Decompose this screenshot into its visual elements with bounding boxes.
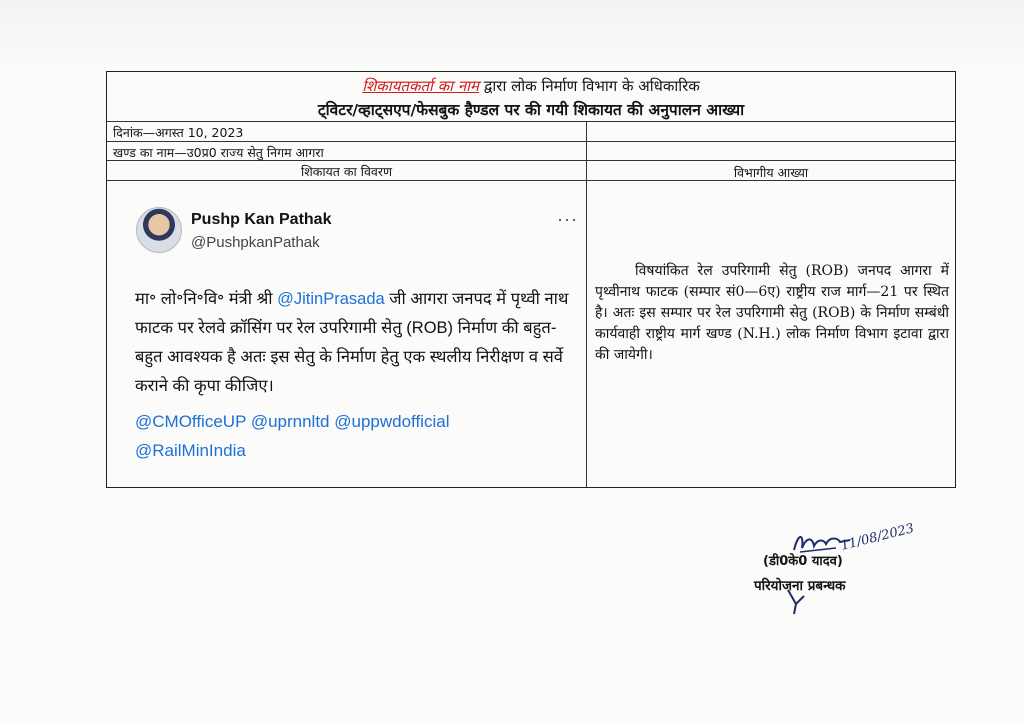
department-reply-heading: विभागीय आख्या [733,165,809,180]
tweet-text-part-2: जी आगरा जनपद में पृथ्वी नाथ फाटक पर रेलवे क्रॉसिंग पर रेल उपरिगामी सेतु (ROB) निर्माण की बहुत-बहुत आवश्यक है अतः इस सेतु के निर्माण हेतु एक स्थलीय निरीक्षण व सर्वे कराने की कृपा कीजिए। [135,290,569,395]
table-header-row [107,72,955,122]
reply-text: विषयांकित रेल उपरिगामी सेतु (ROB) जनपद आगरा में पृथ्वीनाथ फाटक (सम्पार सं0—6ए) राष्ट्रीय राज मार्ग—21 पर स्थित है। अतः इस सम्पार पर रेल उपरिगामी सेतु (ROB) के निर्माण सम्बंधी कार्यवाही राष्ट्रीय मार्ग खण्ड (N.H.) लोक निर्माण विभाग इटावा द्वारा की जायेगी। [595,263,949,363]
tweet-author: Pushp Kan Pathak [191,211,332,228]
header-line-2: ट्विटर/व्हाट्सएप/फेसबुक हैण्डल पर की गयी शिकायत की अनुपालन आख्या [317,101,745,119]
ink-mark [782,586,810,616]
department-reply-text [595,261,949,366]
zone-row [107,142,955,161]
date-row [107,122,955,142]
date-text: दिनांक—अगस्त 10, 2023 [113,125,244,140]
complaint-details-heading: शिकायत का विवरण [300,164,393,179]
tweet-text [135,285,575,401]
zone-text: खण्ड का नाम—उ0प्र0 राज्य सेतु निगम आगरा [113,145,324,160]
column-header-row [107,161,955,181]
header-line-1-text: द्वारा लोक निर्माण विभाग के अधिकारिक [479,77,700,95]
mention-link: @JitinPrasada [277,290,385,308]
tweet-handle: @PushpkanPathak [191,234,320,251]
complainant-label: शिकायतकर्ता का नाम [362,77,480,95]
table-body-row [107,181,955,487]
signature-date: 11/08/2023 [839,521,916,554]
complaint-table [106,71,956,488]
tweet-text-part-1: मा॰ लो॰नि॰वि॰ मंत्री श्री [135,290,278,308]
mentions-line-1: @CMOfficeUP @uprnnltd @uppwdofficial [135,412,450,431]
header-line-1 [107,76,955,96]
more-options-icon: ··· [557,209,578,229]
officer-name: (डी0के0 यादव) [763,554,843,569]
mentions-line-2: @RailMinIndia [135,441,246,460]
avatar [136,207,182,253]
officer-title: परियोजना प्रबन्धक [754,578,846,594]
tweet-mentions [135,407,575,465]
